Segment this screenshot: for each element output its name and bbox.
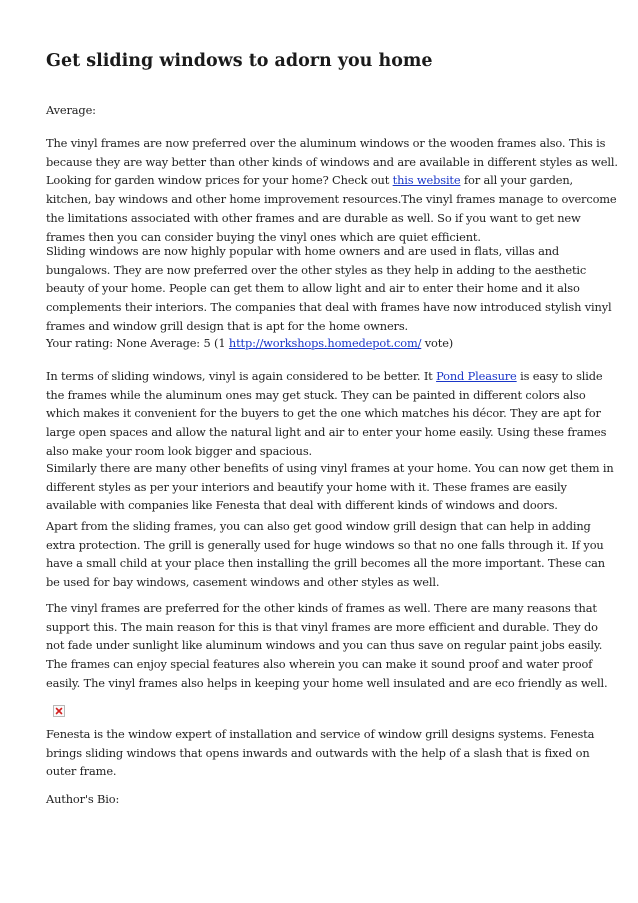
page-title: Get sliding windows to adorn you home [46, 51, 433, 71]
this-website-link[interactable]: this website [392, 173, 461, 188]
paragraph-5-line: extra protection. The grill is generally used for huge windows so that no one falls through it. If you [46, 537, 604, 552]
paragraph-5-line: be used for bay windows, casement windows and other styles as well. [46, 575, 440, 590]
rating-text: vote) [421, 336, 454, 350]
paragraph-3-line: the frames while the aluminum ones may get stuck. They can be painted in different colors also [46, 387, 586, 402]
rating-line [46, 334, 606, 353]
paragraph-3-line: which makes it convenient for the buyers to get the one which matches his décor. They are apt for [46, 406, 601, 421]
paragraph-4-line: different styles as per your interiors and beautify your home with it. These frames are easily [46, 479, 567, 494]
paragraph-4-line: available with companies like Fenesta that deal with different kinds of windows and doors. [46, 498, 558, 513]
paragraph-3 [46, 367, 606, 461]
paragraph-1 [46, 134, 618, 246]
paragraph-6-line: The vinyl frames are preferred for the other kinds of frames as well. There are many reasons that [46, 601, 597, 615]
paragraph-2-line: complements their interiors. The companies that deal with frames have now introduced stylish vinyl [46, 300, 612, 315]
paragraph-2-line: beauty of your home. People can get them to allow light and air to enter their home and it also [46, 281, 580, 296]
paragraph-7-line: outer frame. [46, 764, 117, 779]
paragraph-2-line: Sliding windows are now highly popular with home owners and are used in flats, villas and [46, 244, 560, 258]
paragraph-1-line: frames then you can consider buying the vinyl ones which are quiet efficient. [46, 229, 481, 244]
average-text: Average: [46, 103, 96, 117]
paragraph-3-text: In terms of sliding windows, vinyl is again considered to be better. It [46, 369, 437, 383]
paragraph-4 [46, 459, 614, 515]
paragraph-1-text: Looking for garden window prices for your home? Check out [46, 173, 393, 188]
paragraph-5 [46, 517, 606, 592]
paragraph-1-text: for all your garden, [460, 173, 573, 188]
paragraph-3-line [46, 367, 606, 386]
paragraph-5-line: have a small child at your place then installing the grill becomes all the more important. These can [46, 556, 605, 571]
paragraph-1-line: the limitations associated with other frames and are durable as well. So if you want to get new [46, 210, 581, 225]
rating-text: Your rating: None Average: 5 (1 [46, 336, 229, 350]
paragraph-2-line: bungalows. They are now preferred over the other styles as they help in adding to the aesthetic [46, 262, 587, 277]
paragraph-1-line: The vinyl frames are now preferred over the aluminum windows or the wooden frames also. This is [46, 136, 606, 150]
homedepot-link[interactable]: http://workshops.homedepot.com/ [228, 336, 422, 350]
paragraph-3-line: large open spaces and allow the natural light and air to enter your home easily. Using these frames [46, 425, 607, 440]
paragraph-1-line: kitchen, bay windows and other home improvement resources.The vinyl frames manage to overcome [46, 192, 617, 207]
average-label [46, 101, 606, 120]
paragraph-6-line: easily. The vinyl frames also helps in keeping your home well insulated and are eco friendly as well. [46, 675, 608, 690]
author-bio-label: Author's Bio: [46, 792, 120, 806]
paragraph-6-line: The frames can enjoy special features also wherein you can make it sound proof and water proof [46, 657, 593, 672]
paragraph-7-line: brings sliding windows that opens inwards and outwards with the help of a slash that is fixed on [46, 745, 590, 760]
pond-pleasure-link[interactable]: Pond Pleasure [436, 369, 517, 383]
paragraph-6-line: not fade under sunlight like aluminum windows and you can thus save on regular paint jobs easily. [46, 638, 603, 653]
paragraph-3-line: also make your room look bigger and spacious. [46, 443, 312, 458]
paragraph-6 [46, 599, 606, 693]
paragraph-1-line [46, 171, 606, 190]
paragraph-2 [46, 242, 612, 336]
paragraph-3-text: is easy to slide [516, 369, 603, 383]
paragraph-5-line: Apart from the sliding frames, you can also get good window grill design that can help in adding [46, 519, 591, 533]
paragraph-4-line: Similarly there are many other benefits of using vinyl frames at your home. You can now get them in [46, 461, 614, 475]
broken-image-icon [53, 705, 65, 717]
paragraph-7 [46, 725, 606, 781]
author-bio [46, 790, 606, 809]
paragraph-6-line: support this. The main reason for this is that vinyl frames are more efficient and durable. They do [46, 619, 598, 634]
rating-text-line [46, 334, 606, 353]
paragraph-7-line: Fenesta is the window expert of installation and service of window grill designs systems. Fenesta [46, 727, 595, 741]
paragraph-1-line: because they are way better than other kinds of windows and are available in different styles as well. [46, 154, 618, 169]
broken-image-glyph [54, 706, 64, 716]
paragraph-2-line: frames and window grill design that is apt for the home owners. [46, 318, 409, 333]
